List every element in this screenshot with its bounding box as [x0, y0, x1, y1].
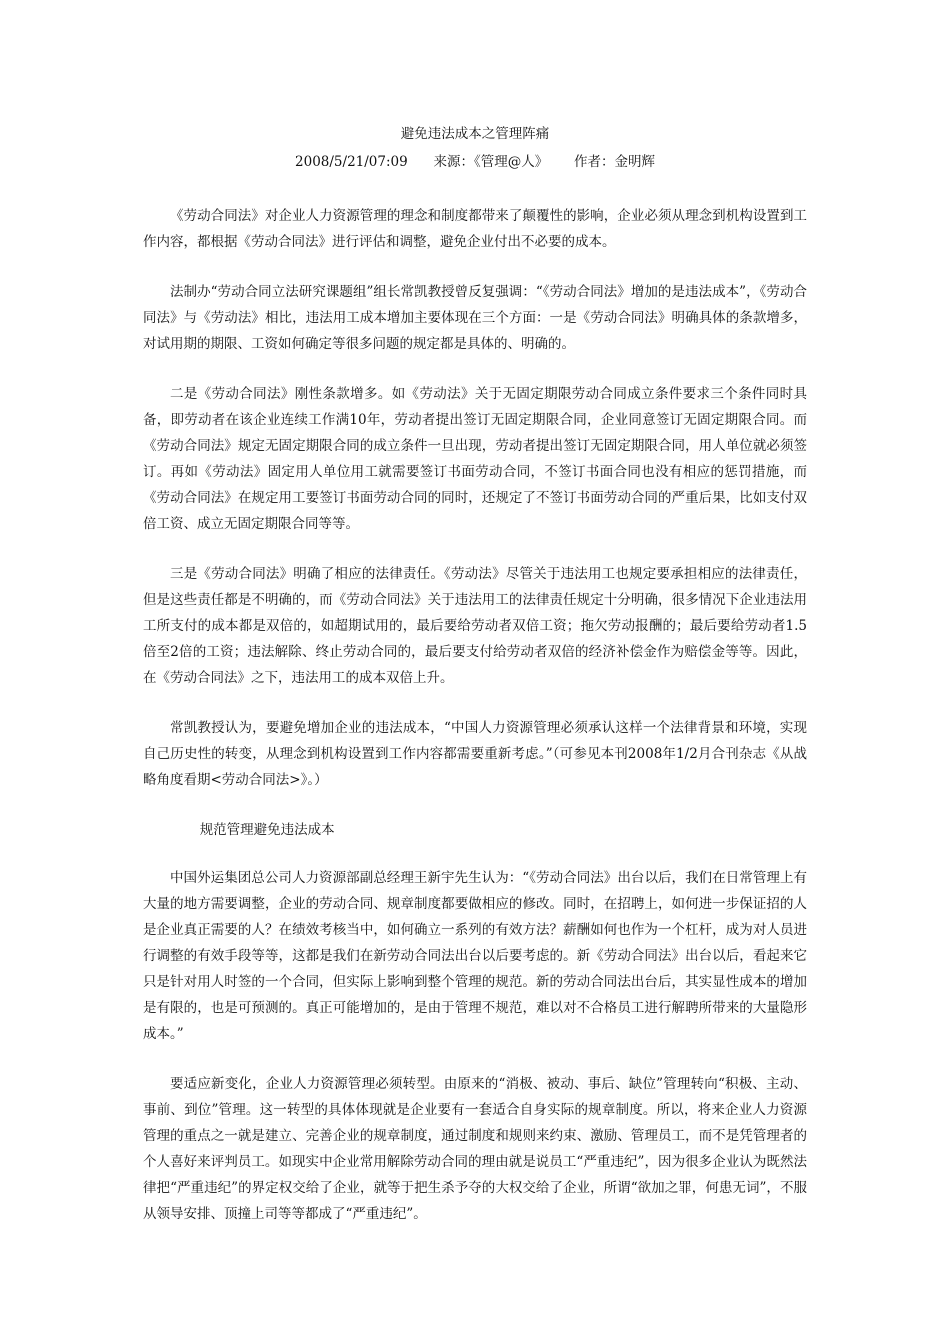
paragraph: 三是《劳动合同法》明确了相应的法律责任。《劳动法》尽管关于违法用工也规定要承担相应的法律责任，但是这些责任都是不明确的，而《劳动合同法》关于违法用工的法律责任规定十分明确，很多情况下企业违法用工所支付的成本都是双倍的，如超期试用的，最后要给劳动者双倍工资；拖欠劳动报酬的；最后要给劳动者1.5倍至2倍的工资；违法解除、终止劳动合同的，最后要支付给劳动者双倍的经济补偿金作为赔偿金等等。因此，在《劳动合同法》之下，违法用工的成本双倍上升。	[143, 566, 807, 686]
article-source: 来源：《管理@人》	[433, 154, 549, 170]
article-meta	[143, 152, 807, 172]
paragraph: 常凯教授认为，要避免增加企业的违法成本，“中国人力资源管理必须承认这样一个法律背景和环境，实现自己历史性的转变，从理念到机构设置到工作内容都需要重新考虑。”（可参见本刊2008年1/2月合刊杂志《从战略角度看期<劳动合同法>》。）	[143, 720, 807, 788]
article-date: 2008/5/21/07:09	[295, 154, 408, 170]
article-author: 作者：金明辉	[573, 154, 655, 170]
paragraph: 二是《劳动合同法》刚性条款增多。如《劳动法》关于无固定期限劳动合同成立条件要求三个条件同时具备，即劳动者在该企业连续工作满10年，劳动者提出签订无固定期限合同，企业同意签订无固定期限合同。而《劳动合同法》规定无固定期限合同的成立条件一旦出现，劳动者提出签订无固定期限合同，用人单位就必须签订。再如《劳动法》固定用人单位用工就需要签订书面劳动合同，不签订书面合同也没有相应的惩罚措施，而《劳动合同法》在规定用工要签订书面劳动合同的同时，还规定了不签订书面劳动合同的严重后果，比如支付双倍工资、成立无固定期限合同等等。	[143, 386, 807, 532]
paragraph: 法制办“劳动合同立法研究课题组”组长常凯教授曾反复强调：“《劳动合同法》增加的是违法成本”，《劳动合同法》与《劳动法》相比，违法用工成本增加主要体现在三个方面：一是《劳动合同法》明确具体的条款增多，对试用期的期限、工资如何确定等很多问题的规定都是具体的、明确的。	[143, 284, 807, 352]
article-title: 避免违法成本之管理阵痛	[400, 126, 550, 142]
article-body	[143, 203, 807, 1251]
section-subheading: 规范管理避免违法成本	[199, 822, 335, 838]
paragraph: 《劳动合同法》对企业人力资源管理的理念和制度都带来了颠覆性的影响，企业必须从理念到机构设置到工作内容，都根据《劳动合同法》进行评估和调整，避免企业付出不必要的成本。	[143, 208, 807, 250]
paragraph: 中国外运集团总公司人力资源部副总经理王新宇先生认为：“《劳动合同法》出台以后，我们在日常管理上有大量的地方需要调整，企业的劳动合同、规章制度都要做相应的修改。同时，在招聘上，如何进一步保证招的人是企业真正需要的人？在绩效考核当中，如何确立一系列的有效方法？薪酬如何也作为一个杠杆，成为对人员进行调整的有效手段等等，这都是我们在新劳动合同法出台以后要考虑的。新《劳动合同法》出台以后，看起来它只是针对用人时签的一个合同，但实际上影响到整个管理的规范。新的劳动合同法出台后，其实显性成本的增加是有限的，也是可预测的。真正可能增加的，是由于管理不规范，难以对不合格员工进行解聘所带来的大量隐形成本。”	[143, 870, 807, 1042]
paragraph: 要适应新变化，企业人力资源管理必须转型。由原来的“消极、被动、事后、缺位”管理转向“积极、主动、事前、到位”管理。这一转型的具体体现就是企业要有一套适合自身实际的规章制度。所以，将来企业人力资源管理的重点之一就是建立、完善企业的规章制度，通过制度和规则来约束、激励、管理员工，而不是凭管理者的个人喜好来评判员工。如现实中企业常用解除劳动合同的理由就是说员工“严重违纪”，因为很多企业认为既然法律把“严重违纪”的界定权交给了企业，就等于把生杀予夺的大权交给了企业，所谓“欲加之罪，何患无词”，不服从领导安排、顶撞上司等等都成了“严重违纪”。	[143, 1076, 807, 1222]
